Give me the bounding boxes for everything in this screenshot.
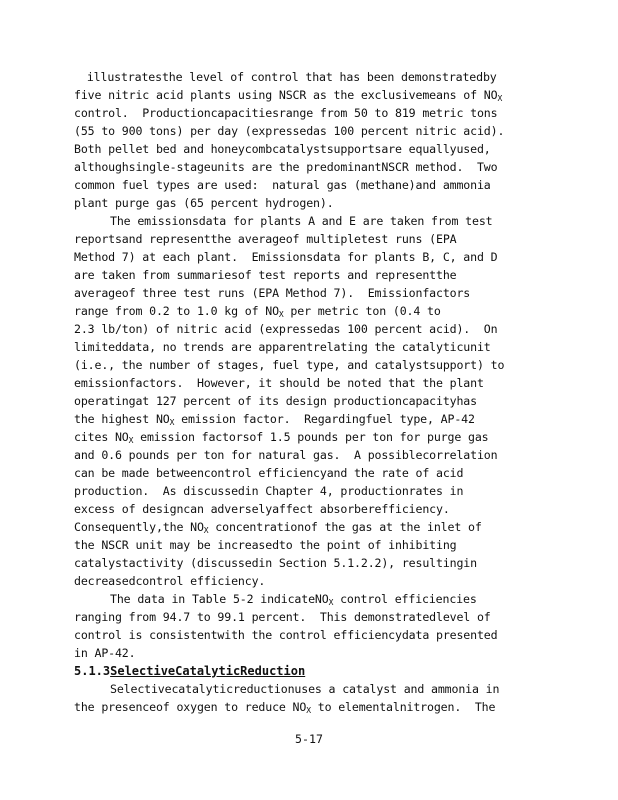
text-line: the highest $NO_X$ emission factor. Regardingfuel type, AP-42 — [74, 412, 475, 427]
text-line: the presenceof oxygen to reduce $NO_X$ to elementalnitrogen. The — [74, 700, 496, 715]
text-line: production. As discussedin Chapter 4, productionrates in — [74, 484, 464, 498]
text-line: plant purge gas (65 percent hydrogen). — [74, 196, 334, 210]
text-line: and 0.6 pounds per ton for natural gas. A possiblecorrelation — [74, 448, 498, 462]
page-number: 5-17 — [295, 732, 323, 746]
text-line: can be made betweencontrol efficiencyand the rate of acid — [74, 466, 464, 480]
text-line: excess of designcan adverselyaffect absorberefficiency. — [74, 502, 450, 516]
text-line: emissionfactors. However, it should be noted that the plant — [74, 376, 484, 390]
text-line: five nitric acid plants using NSCR as the exclusivemeans of $NO_X$ — [74, 88, 503, 103]
section-title: SelectiveCatalyticReduction — [110, 664, 306, 678]
text-line: Selectivecatalyticreductionuses a catalyst and ammonia in — [110, 682, 500, 696]
text-line: operatingat 127 percent of its design productioncapacityhas — [74, 394, 477, 408]
text-line: range from 0.2 to 1.0 kg of $NO_X$ per metric ton (0.4 to — [74, 304, 441, 319]
text-line: (i.e., the number of stages, fuel type, and catalystsupport) to — [74, 358, 505, 372]
text-line: Both pellet bed and honeycombcatalystsupportsare equallyused, — [74, 142, 491, 156]
text-line: common fuel types are used: natural gas (methane)and ammonia — [74, 178, 491, 192]
text-line: cites $NO_X$ emission factorsof 1.5 pounds per ton for purge gas — [74, 430, 489, 445]
text-line: (55 to 900 tons) per day (expressedas 100 percent nitric acid). — [74, 124, 505, 138]
text-line: Method 7) at each plant. Emissionsdata for plants B, C, and D — [74, 250, 498, 264]
text-line: decreasedcontrol efficiency. — [74, 574, 266, 588]
text-line: The emissionsdata for plants A and E are taken from test — [110, 214, 493, 228]
text-line: Consequently,the $NO_X$ concentrationof the gas at the inlet of — [74, 520, 482, 535]
text-line: The data in Table 5-2 indicateNO$_X$ control efficiencies — [110, 592, 477, 607]
section-number: 5.1.3 — [74, 664, 111, 678]
text-line: ranging from 94.7 to 99.1 percent. This demonstratedlevel of — [74, 610, 491, 624]
text-line: althoughsingle-stageunits are the predominantNSCR method. Two — [74, 160, 498, 174]
text-line: the NSCR unit may be increasedto the point of inhibiting — [74, 538, 457, 552]
section-heading — [74, 662, 305, 680]
text-line: catalystactivity (discussedin Section 5.1.2.2), resultingin — [74, 556, 477, 570]
text-line: in AP-42. — [74, 646, 136, 660]
text-line: averageof three test runs (EPA Method 7). Emissionfactors — [74, 286, 471, 300]
text-line: are taken from summariesof test reports and representthe — [74, 268, 457, 282]
text-line: 2.3 lb/ton) of nitric acid (expressedas 100 percent acid). On — [74, 322, 498, 336]
text-line: control is consistentwith the control efficiencydata presented — [74, 628, 498, 642]
text-line: reportsand representthe averageof multipletest runs (EPA — [74, 232, 457, 246]
text-line: illustratesthe level of control that has been demonstratedby — [80, 70, 497, 84]
text-line: limiteddata, no trends are apparentrelating the catalyticunit — [74, 340, 491, 354]
text-line: control. Productioncapacitiesrange from 50 to 819 metric tons — [74, 106, 498, 120]
